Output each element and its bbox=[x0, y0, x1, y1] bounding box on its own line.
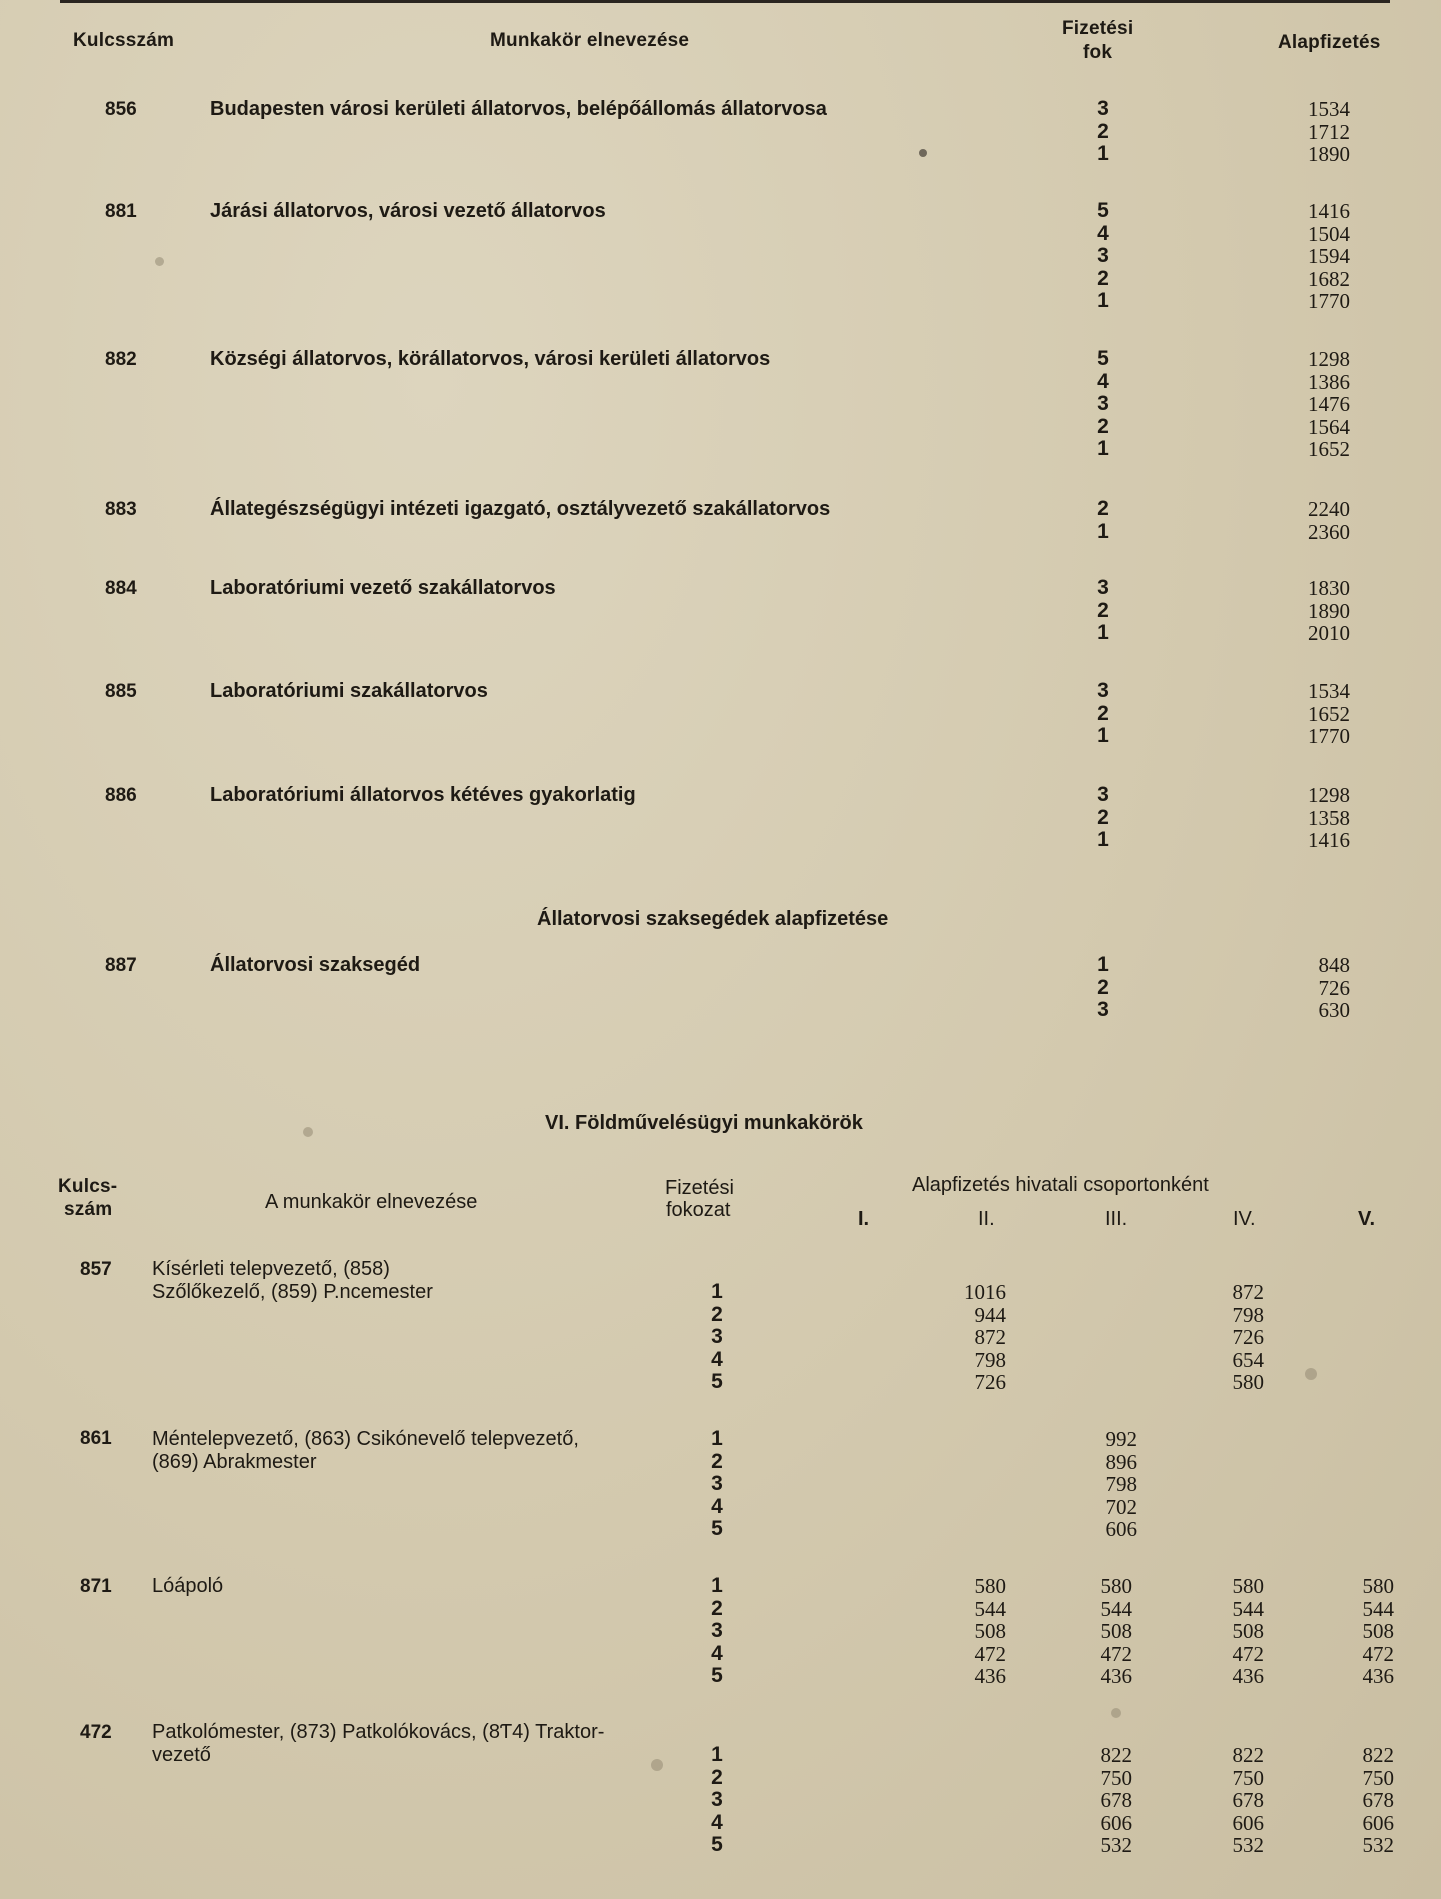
grade: 2 bbox=[711, 1765, 723, 1789]
grade: 2 bbox=[1097, 805, 1109, 829]
salary-value: 1504 bbox=[1308, 221, 1350, 246]
salary-value: 472 bbox=[1100, 1641, 1132, 1666]
header-grade-line1: Fizetési bbox=[1062, 18, 1134, 39]
salary-value: 606 bbox=[1105, 1517, 1137, 1541]
paper-speck bbox=[303, 1127, 313, 1137]
header-group-5: V. bbox=[1358, 1208, 1376, 1230]
grade: 1 bbox=[1097, 437, 1109, 460]
paper-speck bbox=[155, 257, 164, 266]
salary-value: 2360 bbox=[1308, 519, 1350, 544]
row-key: 472 bbox=[80, 1722, 112, 1743]
salary-value: 1682 bbox=[1308, 266, 1350, 291]
header-group-title: Alapfizetés hivatali csoportonként bbox=[912, 1174, 1209, 1196]
salary-value: 508 bbox=[1100, 1619, 1132, 1643]
salary-value: 472 bbox=[974, 1641, 1006, 1666]
header-group-1: I. bbox=[858, 1208, 870, 1230]
salary-value: 872 bbox=[974, 1325, 1006, 1349]
row-title-line: (869) Abrakmester bbox=[152, 1450, 317, 1473]
salary-value: 1534 bbox=[1308, 97, 1350, 121]
salary-value: 848 bbox=[1318, 953, 1350, 977]
grade: 2 bbox=[1097, 119, 1109, 143]
salary-value: 1416 bbox=[1308, 828, 1350, 852]
salary-value: 1016 bbox=[964, 1280, 1006, 1304]
salary-value: 544 bbox=[974, 1596, 1006, 1621]
row-key: 856 bbox=[105, 99, 137, 120]
salary-value: 472 bbox=[1232, 1641, 1264, 1666]
row-key: 871 bbox=[80, 1576, 112, 1597]
salary-value: 1476 bbox=[1308, 392, 1350, 416]
salary-value: 896 bbox=[1105, 1449, 1137, 1474]
salary-value: 750 bbox=[1232, 1765, 1264, 1790]
header-grade-line1: Fizetési bbox=[665, 1177, 734, 1199]
salary-value: 798 bbox=[1232, 1302, 1264, 1327]
salary-value: 1564 bbox=[1308, 414, 1350, 439]
grade: 2 bbox=[1097, 598, 1109, 622]
grade: 3 bbox=[711, 1788, 723, 1811]
salary-value: 580 bbox=[1232, 1370, 1264, 1394]
salary-value: 606 bbox=[1100, 1810, 1132, 1835]
header-group-3: III. bbox=[1105, 1208, 1128, 1230]
grade: 5 bbox=[1097, 347, 1109, 370]
grade: 3 bbox=[1097, 783, 1109, 806]
grade: 1 bbox=[1097, 621, 1109, 644]
salary-value: 580 bbox=[1362, 1574, 1394, 1598]
salary-value: 508 bbox=[1362, 1619, 1394, 1643]
row-key: 857 bbox=[80, 1259, 112, 1280]
salary-value: 702 bbox=[1105, 1494, 1137, 1519]
grade: 3 bbox=[1097, 576, 1109, 599]
paper-speck bbox=[919, 149, 927, 157]
salary-value: 544 bbox=[1100, 1596, 1132, 1621]
salary-value: 798 bbox=[1105, 1472, 1137, 1496]
row-key: 886 bbox=[105, 785, 137, 806]
section-title: VI. Földművelésügyi munkakörök bbox=[545, 1112, 863, 1134]
salary-value: 580 bbox=[1100, 1574, 1132, 1598]
row-title: Laboratóriumi vezető szakállatorvos bbox=[210, 577, 556, 599]
row-key: 881 bbox=[105, 201, 137, 222]
salary-value: 750 bbox=[1362, 1765, 1394, 1790]
row-title: Állategészségügyi intézeti igazgató, osztályvezető szakállatorvos bbox=[210, 498, 831, 520]
header-group-2: II. bbox=[978, 1208, 995, 1230]
salary-value: 630 bbox=[1318, 998, 1350, 1022]
grade: 3 bbox=[711, 1472, 723, 1495]
salary-value: 606 bbox=[1362, 1810, 1394, 1835]
header-key-line2: szám bbox=[64, 1199, 113, 1220]
salary-value: 436 bbox=[974, 1664, 1006, 1688]
salary-value: 532 bbox=[1100, 1833, 1132, 1857]
row-title-line: Kísérleti telepvezető, (858) bbox=[152, 1258, 390, 1280]
salary-value: 1770 bbox=[1308, 289, 1350, 313]
grade: 2 bbox=[711, 1302, 723, 1326]
grade: 5 bbox=[711, 1833, 723, 1856]
paper-speck bbox=[1111, 1708, 1121, 1718]
salary-value: 678 bbox=[1100, 1788, 1132, 1812]
row-title bbox=[152, 1258, 433, 1303]
salary-value: 726 bbox=[1232, 1325, 1264, 1349]
salary-value: 726 bbox=[974, 1370, 1006, 1394]
grade: 3 bbox=[1097, 998, 1109, 1021]
row-key: 861 bbox=[80, 1428, 112, 1449]
salary-value: 822 bbox=[1232, 1743, 1264, 1767]
grade: 1 bbox=[1097, 724, 1109, 747]
grade: 1 bbox=[711, 1427, 723, 1450]
header-key: Kulcsszám bbox=[73, 30, 175, 51]
grade: 1 bbox=[1097, 519, 1109, 543]
paper-speck bbox=[1305, 1368, 1317, 1380]
row-key: 885 bbox=[105, 681, 137, 702]
row-key: 882 bbox=[105, 349, 137, 370]
row-title: Községi állatorvos, körállatorvos, városi kerületi állatorvos bbox=[210, 348, 771, 370]
grade: 2 bbox=[711, 1449, 723, 1473]
grade: 1 bbox=[711, 1574, 723, 1597]
header-title: Munkakör elnevezése bbox=[490, 30, 690, 51]
row-title: Laboratóriumi szakállatorvos bbox=[210, 680, 488, 702]
row-title: Laboratóriumi állatorvos kétéves gyakorlatig bbox=[210, 784, 636, 806]
grade: 5 bbox=[711, 1517, 723, 1540]
row-title bbox=[152, 1428, 579, 1473]
header-salary: Alapfizetés bbox=[1278, 32, 1381, 53]
grade: 4 bbox=[711, 1810, 723, 1834]
grade: 2 bbox=[1097, 497, 1109, 520]
row-title: Állatorvosi szaksegéd bbox=[210, 954, 421, 976]
row-title bbox=[152, 1721, 604, 1766]
salary-value: 472 bbox=[1362, 1641, 1394, 1666]
row-title-line: Patkolómester, (873) Patkolókovács, (8Ƭ4) Traktor- bbox=[152, 1721, 605, 1743]
grade: 2 bbox=[1097, 266, 1109, 290]
salary-value: 508 bbox=[1232, 1619, 1264, 1643]
salary-value: 1830 bbox=[1308, 576, 1350, 600]
grade: 4 bbox=[1097, 221, 1109, 245]
top-rule bbox=[60, 0, 1390, 3]
salary-value: 580 bbox=[1232, 1574, 1264, 1598]
salary-value: 1534 bbox=[1308, 679, 1350, 703]
row-key: 887 bbox=[105, 955, 137, 976]
grade: 2 bbox=[1097, 414, 1109, 438]
salary-value: 1358 bbox=[1308, 805, 1350, 830]
row-title: Budapesten városi kerületi állatorvos, belépőállomás állatorvosa bbox=[210, 98, 827, 120]
salary-value: 726 bbox=[1318, 975, 1350, 1000]
salary-value: 1416 bbox=[1308, 199, 1350, 223]
salary-value: 1712 bbox=[1308, 119, 1350, 144]
paper-speck bbox=[651, 1759, 663, 1771]
subsection-title: Állatorvosi szaksegédek alapfizetése bbox=[537, 908, 889, 930]
salary-value: 1298 bbox=[1308, 347, 1350, 371]
salary-value: 544 bbox=[1232, 1596, 1264, 1621]
row-title-line: Szőlőkezelő, (859) P.ncemester bbox=[152, 1280, 433, 1303]
salary-value: 822 bbox=[1100, 1743, 1132, 1767]
grade: 3 bbox=[1097, 244, 1109, 267]
salary-value: 532 bbox=[1232, 1833, 1264, 1857]
grade: 1 bbox=[1097, 142, 1109, 165]
row-title-line: Lóápoló bbox=[152, 1575, 224, 1597]
grade: 1 bbox=[711, 1743, 723, 1766]
grade: 4 bbox=[711, 1347, 723, 1371]
grade: 3 bbox=[711, 1619, 723, 1642]
row-title-line: Méntelepvezető, (863) Csikónevelő telepvezető, bbox=[152, 1428, 579, 1450]
grade: 2 bbox=[1097, 975, 1109, 999]
grade: 1 bbox=[1097, 289, 1109, 312]
salary-value: 1652 bbox=[1308, 437, 1350, 461]
salary-value: 678 bbox=[1362, 1788, 1394, 1812]
salary-value: 1770 bbox=[1308, 724, 1350, 748]
salary-value: 1890 bbox=[1308, 598, 1350, 623]
salary-value: 678 bbox=[1232, 1788, 1264, 1812]
salary-value: 508 bbox=[974, 1619, 1006, 1643]
grade: 1 bbox=[1097, 828, 1109, 851]
header-title: A munkakör elnevezése bbox=[265, 1191, 478, 1213]
salary-value: 544 bbox=[1362, 1596, 1394, 1621]
salary-value: 822 bbox=[1362, 1743, 1394, 1767]
salary-value: 580 bbox=[974, 1574, 1006, 1598]
salary-value: 1386 bbox=[1308, 369, 1350, 394]
grade: 5 bbox=[1097, 199, 1109, 222]
row-key: 884 bbox=[105, 578, 137, 599]
grade: 5 bbox=[711, 1664, 723, 1687]
header-group-4: IV. bbox=[1233, 1208, 1256, 1230]
salary-value: 2010 bbox=[1308, 621, 1350, 645]
salary-value: 1594 bbox=[1308, 244, 1350, 268]
salary-value: 1652 bbox=[1308, 701, 1350, 726]
row-title: Járási állatorvos, városi vezető állatorvos bbox=[210, 200, 606, 222]
grade: 2 bbox=[711, 1596, 723, 1620]
salary-value: 436 bbox=[1362, 1664, 1394, 1688]
salary-value: 750 bbox=[1100, 1765, 1132, 1790]
header-grade-line2: fok bbox=[1083, 42, 1113, 63]
grade: 4 bbox=[711, 1641, 723, 1665]
header-key-line1: Kulcs- bbox=[58, 1176, 118, 1197]
grade: 2 bbox=[1097, 701, 1109, 725]
salary-value: 654 bbox=[1232, 1347, 1264, 1372]
grade: 1 bbox=[711, 1280, 723, 1303]
salary-value: 436 bbox=[1232, 1664, 1264, 1688]
salary-value: 1890 bbox=[1308, 142, 1350, 166]
row-title bbox=[152, 1575, 223, 1598]
row-key: 883 bbox=[105, 499, 137, 520]
grade: 1 bbox=[1097, 953, 1109, 976]
salary-value: 1298 bbox=[1308, 783, 1350, 807]
salary-value: 606 bbox=[1232, 1810, 1264, 1835]
grade: 3 bbox=[1097, 679, 1109, 702]
salary-value: 872 bbox=[1232, 1280, 1264, 1304]
grade: 4 bbox=[1097, 369, 1109, 393]
salary-value: 992 bbox=[1105, 1427, 1137, 1451]
salary-value: 798 bbox=[974, 1347, 1006, 1372]
grade: 3 bbox=[711, 1325, 723, 1348]
row-title-line: vezető bbox=[152, 1743, 211, 1766]
header-grade-line2: fokozat bbox=[666, 1199, 731, 1221]
grade: 3 bbox=[1097, 97, 1109, 120]
salary-value: 2240 bbox=[1308, 497, 1350, 521]
salary-value: 532 bbox=[1362, 1833, 1394, 1857]
grade: 4 bbox=[711, 1494, 723, 1518]
grade: 3 bbox=[1097, 392, 1109, 415]
salary-value: 944 bbox=[974, 1302, 1006, 1327]
grade: 5 bbox=[711, 1370, 723, 1393]
salary-value: 436 bbox=[1100, 1664, 1132, 1688]
